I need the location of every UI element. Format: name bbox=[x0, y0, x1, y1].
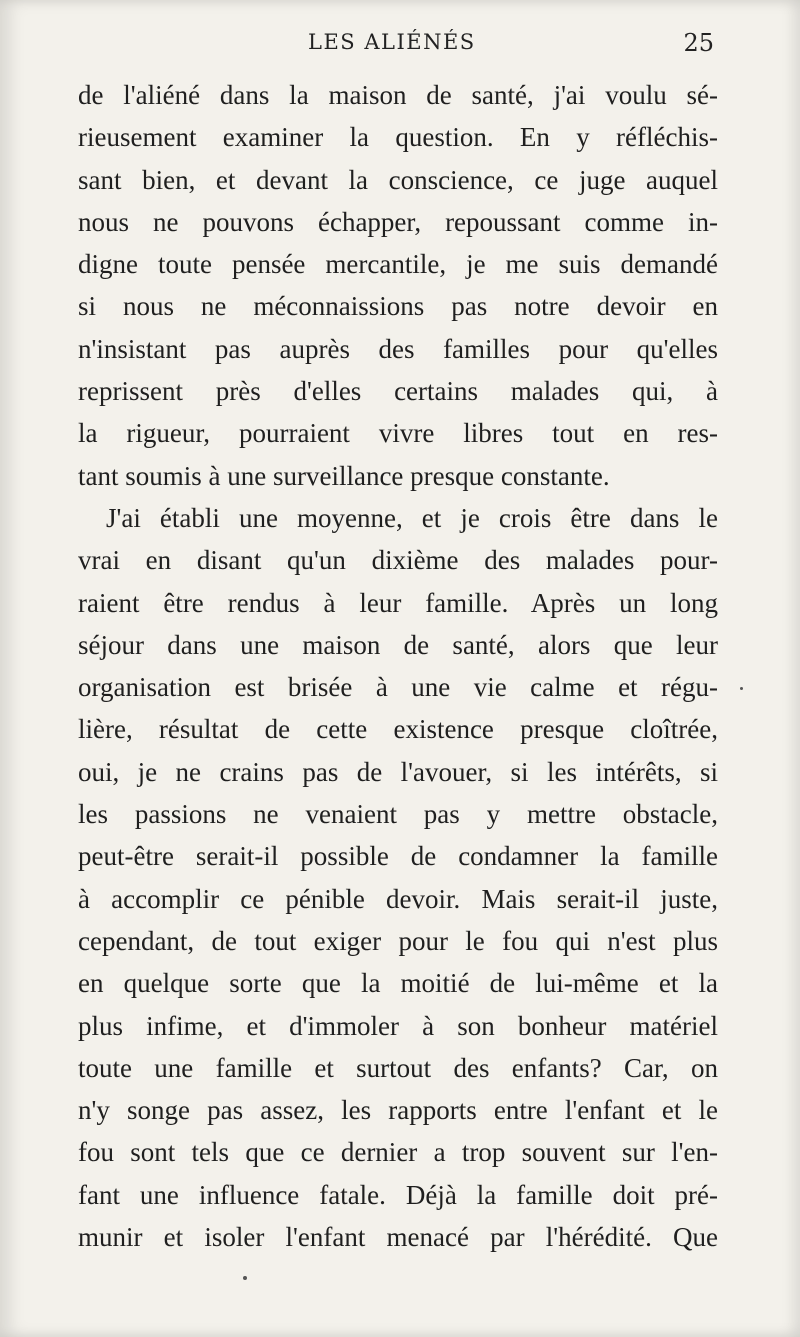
text-line: plus infime, et d'immoler à son bonheur matériel bbox=[78, 1010, 718, 1041]
text-line: vrai en disant qu'un dixième des malades pour- bbox=[78, 545, 718, 576]
text-line: sant bien, et devant la conscience, ce juge auquel bbox=[78, 164, 718, 195]
body-text bbox=[78, 74, 718, 1258]
text-line: raient être rendus à leur famille. Après un long bbox=[78, 587, 718, 618]
text-line: n'insistant pas auprès des familles pour qu'elles bbox=[78, 333, 718, 364]
paragraph-first-line: J'ai établi une moyenne, et je crois être dans le bbox=[106, 502, 718, 533]
text-line: reprissent près d'elles certains malades qui, à bbox=[78, 376, 718, 407]
text-line: munir et isoler l'enfant menacé par l'hérédité. Que bbox=[78, 1222, 718, 1253]
text-line: en quelque sorte que la moitié de lui-même et la bbox=[78, 968, 718, 999]
text-line: fou sont tels que ce dernier a trop souvent sur l'en- bbox=[78, 1137, 718, 1168]
paper-speck bbox=[243, 1276, 247, 1280]
page-number: 25 bbox=[683, 29, 714, 57]
text-line: peut-être serait-il possible de condamner la famille bbox=[78, 841, 718, 872]
text-line: de l'aliéné dans la maison de santé, j'ai voulu sé- bbox=[78, 80, 718, 110]
running-title: LES ALIÉNÉS bbox=[308, 30, 476, 54]
paper-speck bbox=[740, 687, 743, 690]
text-line: les passions ne venaient pas y mettre obstacle, bbox=[78, 799, 718, 830]
text-line: toute une famille et surtout des enfants? Car, on bbox=[78, 1052, 718, 1083]
text-line: oui, je ne crains pas de l'avouer, si les intérêts, si bbox=[78, 756, 718, 787]
text-line: fant une influence fatale. Déjà la famille doit pré- bbox=[78, 1179, 718, 1210]
text-line: digne toute pensée mercantile, je me suis demandé bbox=[78, 249, 718, 280]
page-header bbox=[78, 30, 718, 60]
text-line: rieusement examiner la question. En y réfléchis- bbox=[78, 122, 718, 153]
text-line: nous ne pouvons échapper, repoussant comme in- bbox=[78, 206, 718, 237]
text-line: n'y songe pas assez, les rapports entre l'enfant et le bbox=[78, 1095, 718, 1126]
text-line: la rigueur, pourraient vivre libres tout en res- bbox=[78, 418, 718, 449]
text-line: organisation est brisée à une vie calme et régu- bbox=[78, 672, 718, 703]
text-line: lière, résultat de cette existence presque cloîtrée, bbox=[78, 714, 718, 745]
text-line: cependant, de tout exiger pour le fou qui n'est plus bbox=[78, 925, 718, 956]
text-line: séjour dans une maison de santé, alors que leur bbox=[78, 629, 718, 660]
text-line: à accomplir ce pénible devoir. Mais serait-il juste, bbox=[78, 883, 718, 914]
text-line: tant soumis à une surveillance presque constante. bbox=[78, 460, 610, 491]
text-line: si nous ne méconnaissions pas notre devoir en bbox=[78, 291, 718, 322]
